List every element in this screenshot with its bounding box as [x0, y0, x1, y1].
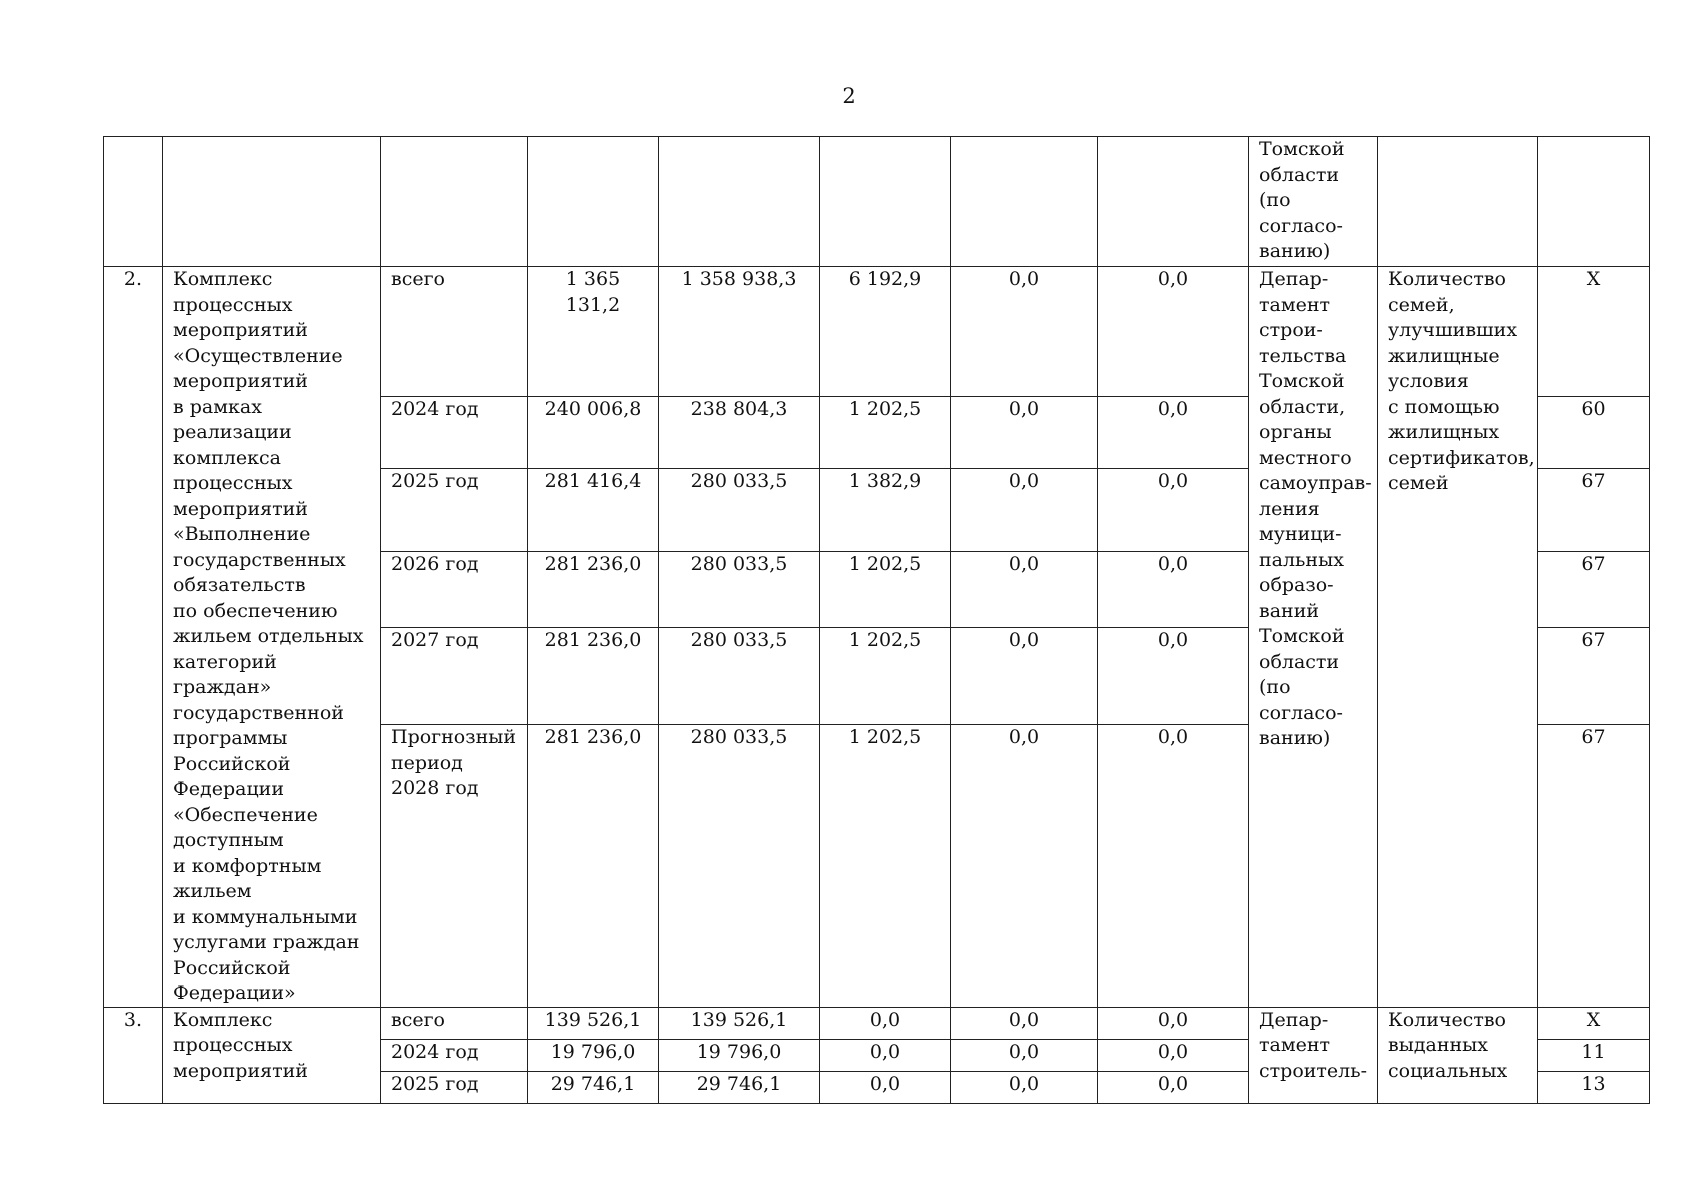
cell-empty: [659, 137, 820, 267]
cell-federal: 19 796,0: [659, 1039, 820, 1071]
cell-local: 0,0: [951, 1007, 1098, 1039]
cell-regional: 6 192,9: [820, 267, 951, 397]
cell-federal: 139 526,1: [659, 1007, 820, 1039]
cell-local: 0,0: [951, 396, 1098, 468]
cell-empty: [1098, 137, 1249, 267]
cell-total: 19 796,0: [528, 1039, 659, 1071]
cell-total: 281 236,0: [528, 628, 659, 725]
cell-indicator-value: Х: [1538, 267, 1650, 397]
cell-indicator-value: Х: [1538, 1007, 1650, 1039]
cell-total: 281 236,0: [528, 725, 659, 1007]
cell-responsible: Томской области (по согласо- ванию): [1249, 137, 1378, 267]
cell-total: 29 746,1: [528, 1071, 659, 1103]
cell-total: 139 526,1: [528, 1007, 659, 1039]
cell-indicator: Количество выданных социальных: [1378, 1007, 1538, 1103]
cell-item-name: Комплекс процессных мероприятий «Осуществление мероприятий в рамках реализации комплекса процессных мероприятий «Выполнение государственных обязательств по обеспечению жильем отдельных категорий граждан» государственной программы Российской Федерации «Обеспечение доступным и комфортным жильем и коммунальными услугами граждан Российской Федерации»: [163, 267, 381, 1008]
cell-local: 0,0: [951, 267, 1098, 397]
cell-indicator-value: 67: [1538, 725, 1650, 1007]
cell-indicator-value: 67: [1538, 552, 1650, 628]
cell-empty: [1538, 137, 1650, 267]
cell-item-number: 2.: [104, 267, 163, 1008]
cell-indicator: Количество семей, улучшивших жилищные условия с помощью жилищных сертификатов, семей: [1378, 267, 1538, 1008]
cell-extra: 0,0: [1098, 1007, 1249, 1039]
cell-local: 0,0: [951, 552, 1098, 628]
cell-empty: [1378, 137, 1538, 267]
cell-local: 0,0: [951, 725, 1098, 1007]
cell-extra: 0,0: [1098, 396, 1249, 468]
cell-responsible: Депар- тамент строи- тельства Томской области, органы местного самоуправ- ления муници- пальных образо- ваний Томской области (по согласо- ванию): [1249, 267, 1378, 1008]
cell-extra: 0,0: [1098, 267, 1249, 397]
cell-total: 281 416,4: [528, 468, 659, 551]
cell-regional: 0,0: [820, 1007, 951, 1039]
cell-item-name: Комплекс процессных мероприятий: [163, 1007, 381, 1103]
cell-regional: 1 382,9: [820, 468, 951, 551]
cell-regional: 1 202,5: [820, 552, 951, 628]
page-number: 2: [842, 84, 856, 108]
cell-indicator-value: 13: [1538, 1071, 1650, 1103]
cell-empty: [381, 137, 528, 267]
cell-regional: 1 202,5: [820, 725, 951, 1007]
cell-period: всего: [381, 1007, 528, 1039]
program-table: [103, 136, 1650, 1104]
cell-period: 2024 год: [381, 1039, 528, 1071]
cell-period: Прогнозный период 2028 год: [381, 725, 528, 1007]
table-row: [104, 1007, 1650, 1039]
cell-period: 2026 год: [381, 552, 528, 628]
cell-responsible: Депар- тамент строитель-: [1249, 1007, 1378, 1103]
cell-total: 281 236,0: [528, 552, 659, 628]
cell-extra: 0,0: [1098, 1071, 1249, 1103]
cell-local: 0,0: [951, 628, 1098, 725]
cell-regional: 1 202,5: [820, 396, 951, 468]
cell-indicator-value: 67: [1538, 468, 1650, 551]
cell-local: 0,0: [951, 1039, 1098, 1071]
cell-period: 2027 год: [381, 628, 528, 725]
cell-regional: 0,0: [820, 1039, 951, 1071]
cell-federal: 280 033,5: [659, 468, 820, 551]
cell-regional: 1 202,5: [820, 628, 951, 725]
cell-federal: 280 033,5: [659, 628, 820, 725]
cell-empty: [163, 137, 381, 267]
cell-extra: 0,0: [1098, 1039, 1249, 1071]
cell-extra: 0,0: [1098, 552, 1249, 628]
cell-empty: [951, 137, 1098, 267]
cell-indicator-value: 60: [1538, 396, 1650, 468]
cell-local: 0,0: [951, 468, 1098, 551]
cell-extra: 0,0: [1098, 725, 1249, 1007]
cell-item-number: 3.: [104, 1007, 163, 1103]
cell-total: 240 006,8: [528, 396, 659, 468]
cell-period: 2024 год: [381, 396, 528, 468]
cell-regional: 0,0: [820, 1071, 951, 1103]
cell-federal: 238 804,3: [659, 396, 820, 468]
cell-total: 1 365 131,2: [528, 267, 659, 397]
cell-federal: 29 746,1: [659, 1071, 820, 1103]
cell-empty: [820, 137, 951, 267]
cell-federal: 1 358 938,3: [659, 267, 820, 397]
cell-extra: 0,0: [1098, 468, 1249, 551]
cell-period: всего: [381, 267, 528, 397]
cell-extra: 0,0: [1098, 628, 1249, 725]
cell-period: 2025 год: [381, 1071, 528, 1103]
cell-federal: 280 033,5: [659, 552, 820, 628]
table-row: [104, 267, 1650, 397]
cell-period: 2025 год: [381, 468, 528, 551]
continuation-row: [104, 137, 1650, 267]
cell-federal: 280 033,5: [659, 725, 820, 1007]
cell-indicator-value: 67: [1538, 628, 1650, 725]
cell-empty: [104, 137, 163, 267]
cell-empty: [528, 137, 659, 267]
cell-indicator-value: 11: [1538, 1039, 1650, 1071]
cell-local: 0,0: [951, 1071, 1098, 1103]
